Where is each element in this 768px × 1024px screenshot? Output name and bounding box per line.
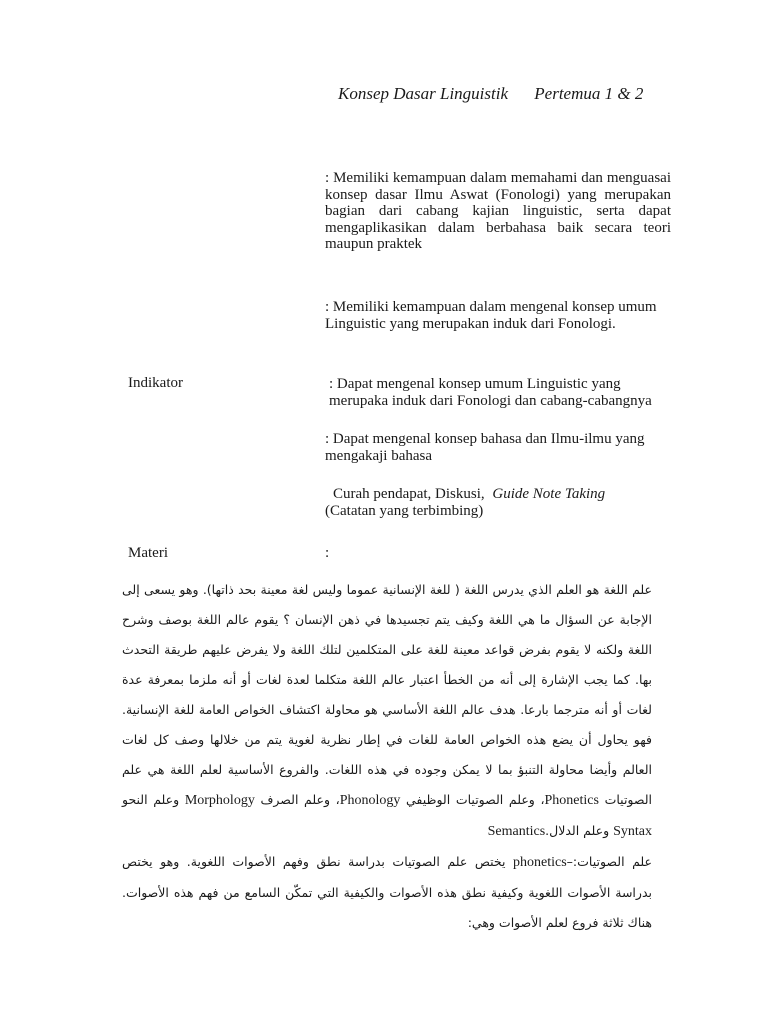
arabic-paragraph-1: [122, 575, 670, 847]
paragraph-1d-text: وعلم النحو: [122, 792, 180, 807]
header-meeting: Pertemua 1 & 2: [534, 84, 644, 103]
paragraph-1e-text: وعلم الدلال.: [545, 823, 610, 838]
method-suffix: (Catatan yang terbimbing): [325, 502, 484, 519]
term-phonetics: Phonetics: [544, 793, 599, 808]
materi-colon: :: [325, 545, 330, 561]
indikator-item-2: : Dapat mengenal konsep bahasa dan Ilmu-ilmu yang mengakaji bahasa: [325, 431, 645, 464]
paragraph-2a-text: علم الصوتيات:–: [566, 854, 652, 869]
paragraph-2b-text: يختص علم الصوتيات بدراسة نطق وفهم الأصوات اللغوية. وهو يختص بدراسة الأصوات اللغوية وكيفية نطق هذه الأصوات والكيفية التي تمكّن السامع من فهم هذه الأصوات. هناك ثلاثة فروع لعلم الأصوات وهي:: [122, 854, 652, 930]
method-prefix: Curah pendapat, Diskusi,: [333, 486, 485, 502]
learning-method: [325, 486, 671, 519]
basic-competency: : Memiliki kemampuan dalam mengenal konsep umum Linguistic yang merupakan induk dari Fonologi.: [325, 299, 657, 332]
term-syntax: Syntax: [613, 824, 652, 839]
term-phonetics-2: phonetics: [513, 855, 567, 870]
indikator-item-1: : Dapat mengenal konsep umum Linguistic yang merupaka induk dari Fonologi dan cabang-cabangnya: [329, 376, 652, 409]
paragraph-1b-text: ، وعلم الصوتيات الوظيفي: [406, 792, 545, 807]
arabic-body: [122, 575, 670, 938]
arabic-paragraph-2: [122, 847, 670, 938]
materi-label: Materi: [128, 545, 168, 561]
term-morphology: Morphology: [184, 793, 255, 808]
paragraph-1c-text: ، وعلم الصرف: [260, 792, 340, 807]
indikator-label: Indikator: [128, 375, 183, 391]
term-phonology: Phonology: [339, 793, 401, 808]
header-title: Konsep Dasar Linguistik: [338, 84, 509, 103]
method-italic: Guide Note Taking: [492, 486, 606, 502]
page-header: [338, 84, 698, 104]
term-semantics: Semantics: [487, 824, 546, 839]
paragraph-1-text: علم اللغة هو العلم الذي يدرس اللغة ( للغة الإنسانية عموما وليس لغة معينة بحد ذاتها). وهو يسعى إلى الإجابة عن السؤال ما هي اللغة وكيف يتم تجسيدها في ذهن الإنسان ؟ يقوم عالم اللغة بوصف وشرح اللغة ولكنه لا يقوم بفرض قواعد معينة للغة على المتكلمين لتلك اللغة ولا يفرض عليهم طريقة التحدث بها. كما يجب الإشارة إلى أنه من الخطأ اعتبار عالم اللغة متكلما لعدة لغات أو أنه ملزما بمعرفة عدة لغات أو أنه مترجما بارعا. هدف عالم اللغة الأساسي هو محاولة اكتشاف الخواص العامة للغة الإنسانية. فهو يحاول أن يضع هذه الخواص العامة للغات في إطار نظرية لغوية يتم من خلالها وصف كل لغات العالم وأيضا محاولة التنبؤ بما لا يمكن وجوده في هذه اللغات. والفروع الأساسية لعلم اللغة هي علم الصوتيات: [122, 582, 652, 807]
competency-standard: : Memiliki kemampuan dalam memahami dan menguasai konsep dasar Ilmu Aswat (Fonologi) yang merupakan bagian dari cabang kajian linguistic, serta dapat mengaplikasikan dalam berbahasa baik secara teori maupun praktek: [325, 170, 671, 252]
